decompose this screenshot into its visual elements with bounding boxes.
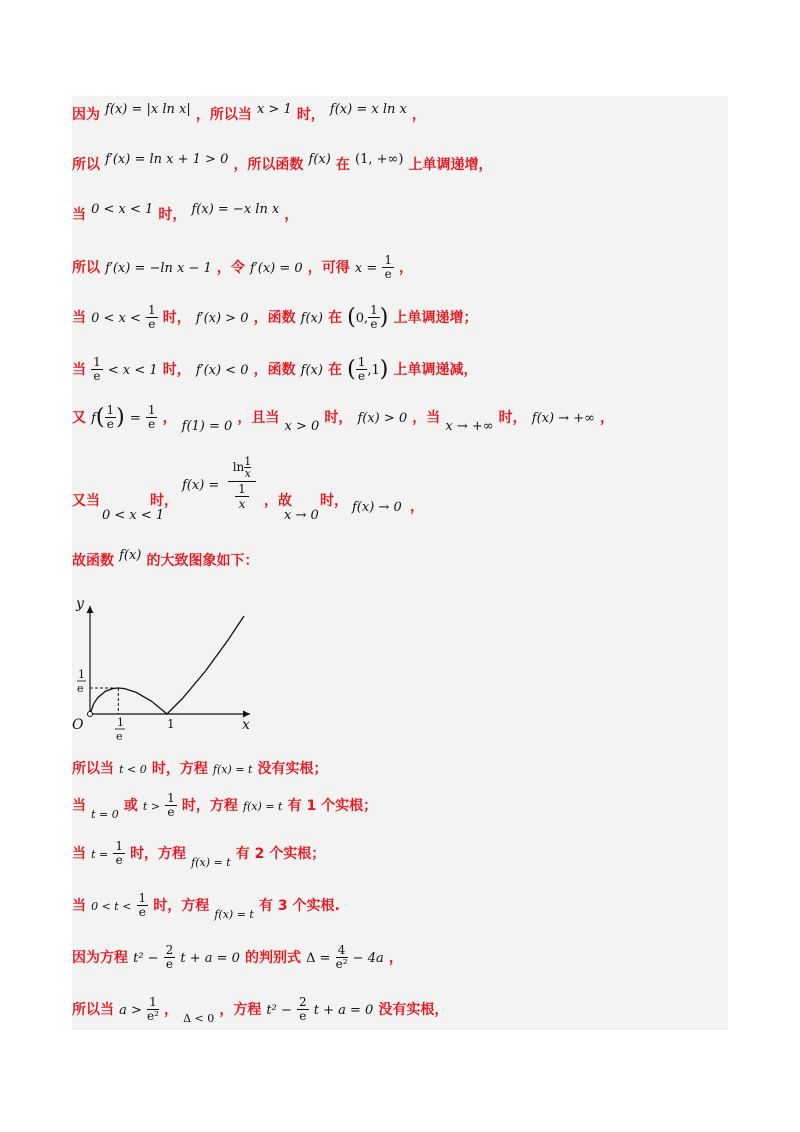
text: 当	[72, 798, 86, 814]
math: f	[91, 411, 96, 426]
paren: (	[347, 305, 356, 330]
math: 0 < x < 1	[102, 508, 165, 523]
text: 时，方程	[153, 898, 210, 914]
text: 的大致图象如下：	[146, 553, 259, 569]
text: 上单调递增；	[393, 310, 478, 326]
text: ，	[388, 950, 403, 966]
denominator: x	[244, 467, 251, 480]
math: t + a = 0	[313, 1003, 374, 1018]
text: 时，	[296, 107, 325, 123]
fraction	[147, 996, 159, 1023]
paren: )	[116, 405, 125, 430]
line-4	[72, 254, 413, 281]
denominator: e	[370, 317, 378, 331]
text: 时，	[498, 410, 527, 426]
text: ，函数	[253, 362, 296, 378]
fraction	[113, 840, 125, 867]
text: 上单调递增，	[408, 157, 493, 173]
line-15	[72, 996, 448, 1023]
fraction	[297, 996, 309, 1023]
fraction	[165, 792, 177, 819]
text: 因为	[72, 107, 100, 123]
math: f(x) =	[182, 478, 220, 493]
math: − 4a	[352, 951, 384, 966]
text: 当	[72, 362, 86, 378]
paren: (	[347, 357, 356, 382]
text: 没有实根；	[257, 761, 328, 777]
line-11	[72, 792, 377, 819]
fraction	[356, 356, 368, 383]
numerator: 2	[165, 943, 174, 957]
text: 有 1 个实根；	[287, 798, 378, 814]
denominator: e²	[146, 1009, 159, 1023]
line-14	[72, 944, 403, 971]
text: 时，	[320, 493, 348, 509]
line-5	[72, 304, 477, 331]
math: t = 0	[91, 808, 119, 821]
math: x → 0	[284, 508, 319, 523]
numerator: 1	[147, 996, 159, 1010]
text: 故函数	[72, 553, 114, 569]
math: Δ =	[306, 951, 331, 966]
denominator: e	[115, 853, 123, 867]
math: 0 < t <	[91, 900, 132, 913]
line-6	[72, 356, 477, 383]
paren: (	[95, 405, 105, 430]
text: ，	[411, 107, 426, 123]
text: 有 3 个实根.	[258, 898, 340, 914]
numerator: 1	[370, 303, 378, 317]
denominator: 1	[228, 481, 256, 496]
line-8	[72, 455, 424, 523]
text: ，所以当	[195, 107, 252, 123]
origin-label: O	[72, 717, 84, 733]
denominator: e	[358, 369, 366, 383]
math: f(x)	[300, 363, 323, 378]
denominator: e	[384, 267, 392, 281]
math: f′(x) = 0	[250, 261, 303, 276]
text: 所以	[72, 157, 100, 173]
text: 有 2 个实根；	[235, 846, 326, 862]
fraction	[164, 944, 176, 971]
open-circle-origin	[88, 712, 93, 717]
denominator: e	[93, 369, 101, 383]
math: x > 1	[256, 102, 292, 117]
text: ，令	[216, 260, 245, 276]
math: t >	[142, 800, 161, 813]
text: ，函数	[253, 310, 296, 326]
math: f(x) = t	[212, 763, 253, 776]
math: f(x)	[308, 152, 331, 167]
function-curve	[90, 616, 244, 714]
paren: )	[379, 357, 389, 382]
math: x → +∞	[445, 419, 494, 434]
math: f(x)	[300, 311, 323, 326]
text: 或	[123, 798, 138, 814]
numerator: 4	[336, 944, 348, 958]
xtick-numerator: 1	[117, 716, 124, 729]
fraction	[105, 404, 117, 431]
xtick-denominator: e	[116, 730, 123, 743]
text: 时，	[162, 362, 191, 378]
fraction	[91, 356, 103, 383]
text: 时，	[150, 493, 178, 509]
numerator: 1	[357, 355, 366, 369]
math: f(x) = |x ln x|	[105, 102, 191, 117]
math: f(x) → +∞	[531, 411, 595, 426]
text: 因为方程	[72, 950, 128, 966]
text: ，	[399, 260, 414, 276]
y-axis-label: y	[76, 596, 84, 612]
math: Δ < 0	[183, 1012, 215, 1025]
text: 在	[328, 310, 343, 326]
big-fraction	[228, 456, 256, 511]
numerator: 1	[93, 355, 101, 369]
denominator: e	[148, 317, 156, 331]
text: 所以当	[72, 761, 114, 777]
line-7	[72, 403, 615, 434]
line-1	[72, 104, 426, 124]
text: 时，方程	[181, 798, 238, 814]
math: f(x) → 0	[352, 500, 402, 515]
text: 所以当	[72, 1002, 114, 1018]
math: 0 < x <	[91, 311, 141, 326]
line-13	[72, 892, 340, 919]
math: x =	[354, 261, 378, 276]
text: ，故	[264, 493, 292, 509]
math: f′(x) = −ln x − 1	[105, 261, 212, 276]
text: ，	[410, 499, 424, 515]
math: < x < 1	[107, 363, 158, 378]
line-9	[72, 550, 258, 570]
text: ，可得	[307, 260, 350, 276]
text: 当	[72, 310, 86, 326]
text: 时，方程	[130, 846, 187, 862]
text: ，所以函数	[233, 157, 304, 173]
math: t² −	[266, 1003, 292, 1018]
text: 在	[328, 362, 343, 378]
math: ,1	[367, 363, 380, 378]
math: f′(x) > 0	[195, 311, 249, 326]
fraction	[382, 254, 394, 281]
text: 时，	[158, 207, 187, 223]
fraction	[146, 304, 158, 331]
text: 时，	[162, 310, 191, 326]
math: f(x) = x ln x	[329, 102, 407, 117]
denominator: e²	[335, 957, 348, 971]
fraction	[336, 944, 348, 971]
text: ，	[284, 207, 299, 223]
xtick-one: 1	[167, 717, 175, 731]
math: (1, +∞)	[355, 152, 404, 167]
fraction	[368, 304, 380, 331]
math: x > 0	[284, 419, 320, 434]
text: 当	[72, 207, 86, 223]
math: f(x) = t	[214, 908, 254, 921]
text: 没有实根，	[378, 1002, 449, 1018]
math: f(x) > 0	[357, 411, 408, 426]
denominator: e	[299, 1009, 307, 1023]
math: f(x) = t	[191, 856, 231, 869]
text: 在	[335, 157, 350, 173]
denominator: e	[138, 905, 146, 919]
denominator: e	[106, 417, 114, 431]
math: a >	[119, 1003, 142, 1018]
numerator: 1	[147, 303, 156, 317]
text: ，方程	[219, 1002, 262, 1018]
x-axis-label: x	[242, 717, 250, 733]
ytick-numerator: 1	[78, 668, 85, 681]
text: 上单调递减，	[393, 362, 478, 378]
numerator: 1	[167, 791, 175, 805]
numerator: 1	[106, 403, 115, 417]
text: ，	[600, 410, 615, 426]
text: ，	[162, 410, 177, 426]
line-10	[72, 758, 328, 778]
math: t + a = 0	[180, 951, 240, 966]
text: 又当	[72, 493, 100, 509]
math: t =	[91, 848, 109, 861]
ytick-denominator: e	[77, 682, 84, 695]
denominator: x	[235, 496, 249, 511]
fraction	[146, 404, 158, 431]
math: f′(x) = ln x + 1 > 0	[105, 152, 229, 167]
text: 时，	[324, 410, 353, 426]
line-2	[72, 154, 493, 174]
text: 所以	[72, 260, 100, 276]
math: f(x) = t	[242, 800, 283, 813]
math: t < 0	[119, 763, 147, 776]
math: 0,	[355, 311, 369, 326]
text: 时，方程	[151, 761, 208, 777]
line-3	[72, 204, 298, 224]
text: 当	[72, 898, 86, 914]
math: f′(x) < 0	[195, 363, 249, 378]
text: 当	[72, 846, 86, 862]
denominator: e	[167, 805, 175, 819]
numerator: 1	[384, 253, 392, 267]
paren: )	[379, 305, 389, 330]
text: 又	[72, 410, 86, 426]
text: 的判别式	[245, 950, 302, 966]
math: t² −	[133, 951, 159, 966]
numerator: 2	[298, 995, 307, 1009]
math: 0 < x < 1	[91, 202, 154, 217]
numerator: 1	[244, 455, 252, 468]
function-graph	[64, 596, 264, 746]
numerator: 1	[138, 891, 147, 905]
text: ，当	[412, 410, 441, 426]
denominator: e	[165, 957, 174, 971]
fraction	[137, 892, 149, 919]
ln-label: ln	[232, 460, 245, 474]
math: =	[129, 411, 141, 426]
numerator: 1	[147, 403, 156, 417]
numerator: 1	[115, 839, 123, 853]
math: f(x) = −x ln x	[191, 202, 280, 217]
text: ，且当	[237, 410, 280, 426]
text: ，	[163, 1002, 178, 1018]
math: f(x)	[119, 548, 142, 563]
line-12	[72, 840, 325, 867]
denominator: e	[148, 417, 156, 431]
math: f(1) = 0	[181, 419, 233, 434]
